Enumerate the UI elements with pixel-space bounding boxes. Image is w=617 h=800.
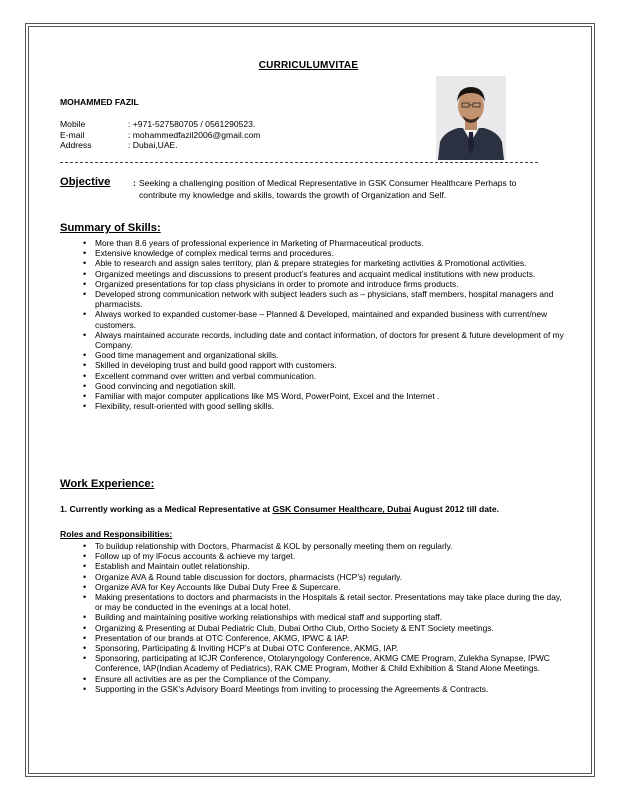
list-item: • Follow up of my lFocus accounts & achieve my target. xyxy=(83,551,569,561)
company-name: GSK Consumer Healthcare, Dubai xyxy=(272,504,412,514)
objective-text: Seeking a challenging position of Medical Representative in GSK Consumer Healthcare Perhaps to contribute my knowledge and skills, towards the growth of Organization and Self. xyxy=(139,178,517,200)
list-item: • Good convincing and negotiation skill. xyxy=(83,381,569,391)
candidate-name: MOHAMMED FAZIL xyxy=(60,97,139,107)
contact-label: Address xyxy=(60,140,92,150)
contact-label: Mobile xyxy=(60,119,86,129)
current-job-line xyxy=(60,504,499,514)
contact-label: E-mail xyxy=(60,129,85,140)
list-item: • Building and maintaining positive working relationships with medical staff and supporting staff. xyxy=(83,612,569,622)
list-item: • Developed strong communication network with subject leaders such as – physicians, staff members, hospital managers and pharmacists. xyxy=(83,289,569,309)
contact-value: : Dubai,UAE. xyxy=(128,140,178,150)
contact-value: : mohammedfazil2006@gmail.com xyxy=(128,129,261,140)
list-item: • Extensive knowledge of complex medical terms and procedures. xyxy=(83,248,569,258)
job-prefix: 1. Currently working as a Medical Representative at xyxy=(60,504,273,514)
list-item: • To buildup relationship with Doctors, Pharmacist & KOL by personally meeting them on regularly. xyxy=(83,541,569,551)
list-item: • Able to research and assign sales territory, plan & prepare strategies for marketing activities & Promotional activities. xyxy=(83,258,569,268)
contact-row-mobile xyxy=(60,119,260,130)
list-item: • Sponsoring, Participating & Inviting HCP’s at Dubai OTC Conference, AKMG, IAP. xyxy=(83,643,569,653)
list-item: • Sponsoring, participating at ICJR Conference, Otolaryngology Conference, AKMG CME Program, Zulekha Synapse, IPWC Conference, IAP(Indian Academy of Pediatrics), RAK CME Program, Mother & Child Exhibition & Stand Alone Meetings. xyxy=(83,653,569,673)
list-item: • Presentation of our brands at OTC Conference, AKMG, IPWC & IAP. xyxy=(83,633,569,643)
work-experience-heading: Work Experience: xyxy=(60,478,155,490)
objective-heading: Objective xyxy=(60,176,111,188)
list-item: • Always maintained accurate records, including date and contact information, of doctors for present & future development of my Company. xyxy=(83,330,569,350)
list-item: • Familiar with major computer applications like MS Word, PowerPoint, Excel and the Internet . xyxy=(83,391,569,401)
summary-list xyxy=(83,238,569,411)
list-item: • Excellent command over written and verbal communication. xyxy=(83,371,569,381)
header-divider xyxy=(60,162,538,163)
list-item: • Making presentations to doctors and pharmacists in the Hospitals & retail sector. Presentations may take place during the day, or may be conducted in the evenings at a local hotel. xyxy=(83,592,569,612)
objective-colon: : xyxy=(133,178,136,188)
contact-row-address xyxy=(60,140,260,151)
list-item: • Organized meetings and discussions to present product’s features and acquaint medical institutions with new products. xyxy=(83,269,569,279)
summary-heading: Summary of Skills: xyxy=(60,222,161,234)
list-item: • Always worked to expanded customer-base – Planned & Developed, maintained and expanded business with current/new customers. xyxy=(83,309,569,329)
roles-list xyxy=(83,541,569,694)
contact-value: : +971-527580705 / 0561290523. xyxy=(128,119,256,129)
list-item: • Organizing & Presenting at Dubai Pediatric Club, Dubai Ortho Club, Ortho Society & ENT Society meetings. xyxy=(83,623,569,633)
contact-row-email xyxy=(60,130,260,141)
roles-heading: Roles and Responsibilities: xyxy=(60,529,173,539)
list-item: • Flexibility, result-oriented with good selling skills. xyxy=(83,401,569,411)
document-title: CURRICULUMVITAE xyxy=(258,60,359,71)
list-item: • Ensure all activities are as per the Compliance of the Company. xyxy=(83,674,569,684)
list-item: • Organize AVA & Round table discussion for doctors, pharmacists (HCP’s) regularly. xyxy=(83,572,569,582)
profile-photo xyxy=(436,76,506,160)
job-suffix: August 2012 till date. xyxy=(411,504,500,514)
list-item: • Supporting in the GSK’s Advisory Board Meetings from inviting to processing the Agreements & Contracts. xyxy=(83,684,569,694)
list-item: • Organize AVA for Key Accounts like Dubai Duty Free & Supercare. xyxy=(83,582,569,592)
list-item: • Organized presentations for top class physicians in order to promote and introduce firms products. xyxy=(83,279,569,289)
list-item: • Skilled in developing trust and build good rapport with customers. xyxy=(83,360,569,370)
contact-block xyxy=(60,119,260,151)
list-item: • Good time management and organizational skills. xyxy=(83,350,569,360)
list-item: • More than 8.6 years of professional experience in Marketing of Pharmaceutical products. xyxy=(83,238,569,248)
list-item: • Establish and Maintain outlet relationship. xyxy=(83,561,569,571)
